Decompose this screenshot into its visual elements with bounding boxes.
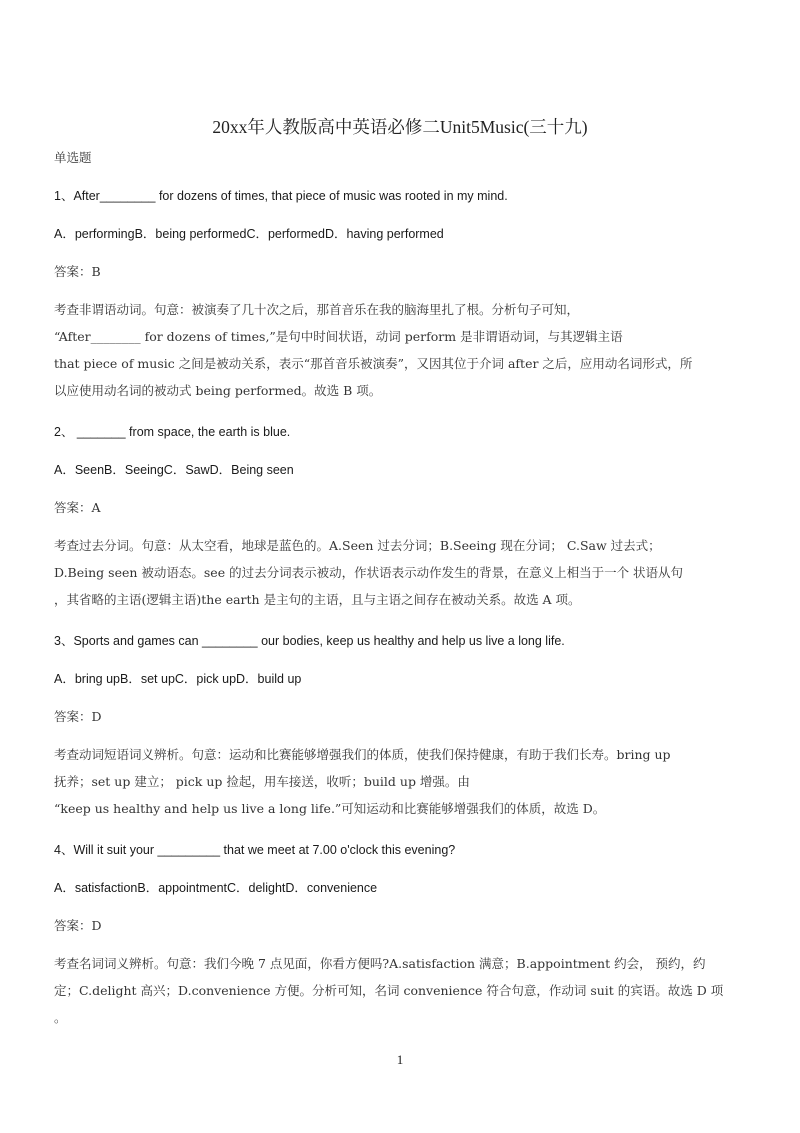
question-2-options: A．SeenB．SeeingC．SawD．Being seen [54,463,294,477]
question-2-explanation-line: D.Being seen 被动语态。see 的过去分词表示被动，作状语表示动作发生的背景，在意义上相当于一个 状语从句 [54,565,684,580]
section-heading: 单选题 [54,150,92,165]
question-2-answer: 答案：A [54,500,101,515]
question-1-stem: 1、After________ for dozens of times, that piece of music was rooted in my mind. [54,189,508,203]
question-1-explanation-line: that piece of music 之间是被动关系，表示“那首音乐被演奏”，又因其位于介词 after 之后，应用动名词形式，所 [54,356,693,371]
question-3-explanation-line: “keep us healthy and help us live a long life.”可知运动和比赛能够增强我们的体质，故选 D。 [54,801,606,816]
question-3-explanation-line: 抚养；set up 建立； pick up 捡起，用车接送，收听；build up 增强。由 [54,774,470,789]
question-3-answer: 答案：D [54,709,102,724]
question-3-explanation-line: 考查动词短语词义辨析。句意：运动和比赛能够增强我们的体质，使我们保持健康，有助于我们长寿。bring up [54,747,671,762]
page-number: 1 [396,1052,404,1067]
question-4-answer: 答案：D [54,918,102,933]
question-1-explanation-line: 以应使用动名词的被动式 being performed。故选 B 项。 [54,383,382,398]
question-1-answer: 答案：B [54,264,101,279]
question-3-options: A．bring upB．set upC．pick upD．build up [54,672,302,686]
question-1-explanation-line: “After________ for dozens of times,”是句中时间状语，动词 perform 是非谓语动词，与其逻辑主语 [54,329,623,344]
question-4-stem: 4、Will it suit your _________ that we meet at 7.00 o'clock this evening? [54,843,456,857]
question-1-explanation-line: 考查非谓语动词。句意：被演奏了几十次之后，那首音乐在我的脑海里扎了根。分析句子可知， [54,302,580,317]
question-4-options: A．satisfactionB．appointmentC．delightD．convenience [54,881,378,895]
question-3-stem: 3、Sports and games can ________ our bodies, keep us healthy and help us live a long life. [54,634,565,648]
question-4-explanation-line: 。 [54,1010,67,1025]
question-2-explanation-line: ，其省略的主语(逻辑主语)the earth 是主句的主语，且与主语之间存在被动关系。故选 A 项。 [54,592,581,607]
page-title: 20xx年人教版高中英语必修二Unit5Music(三十九) [212,117,588,137]
question-2-stem: 2、 _______ from space, the earth is blue. [54,425,291,439]
question-1-options: A．performingB．being performedC．performedD．having performed [54,227,444,241]
question-2-explanation-line: 考查过去分词。句意：从太空看，地球是蓝色的。A.Seen 过去分词；B.Seeing 现在分词； C.Saw 过去式； [54,538,661,553]
question-4-explanation-line: 定；C.delight 高兴；D.convenience 方便。分析可知，名词 convenience 符合句意，作动词 suit 的宾语。故选 D 项 [54,983,724,998]
question-4-explanation-line: 考查名词词义辨析。句意：我们今晚 7 点见面，你看方便吗?A.satisfaction 满意；B.appointment 约会， 预约，约 [54,956,706,971]
